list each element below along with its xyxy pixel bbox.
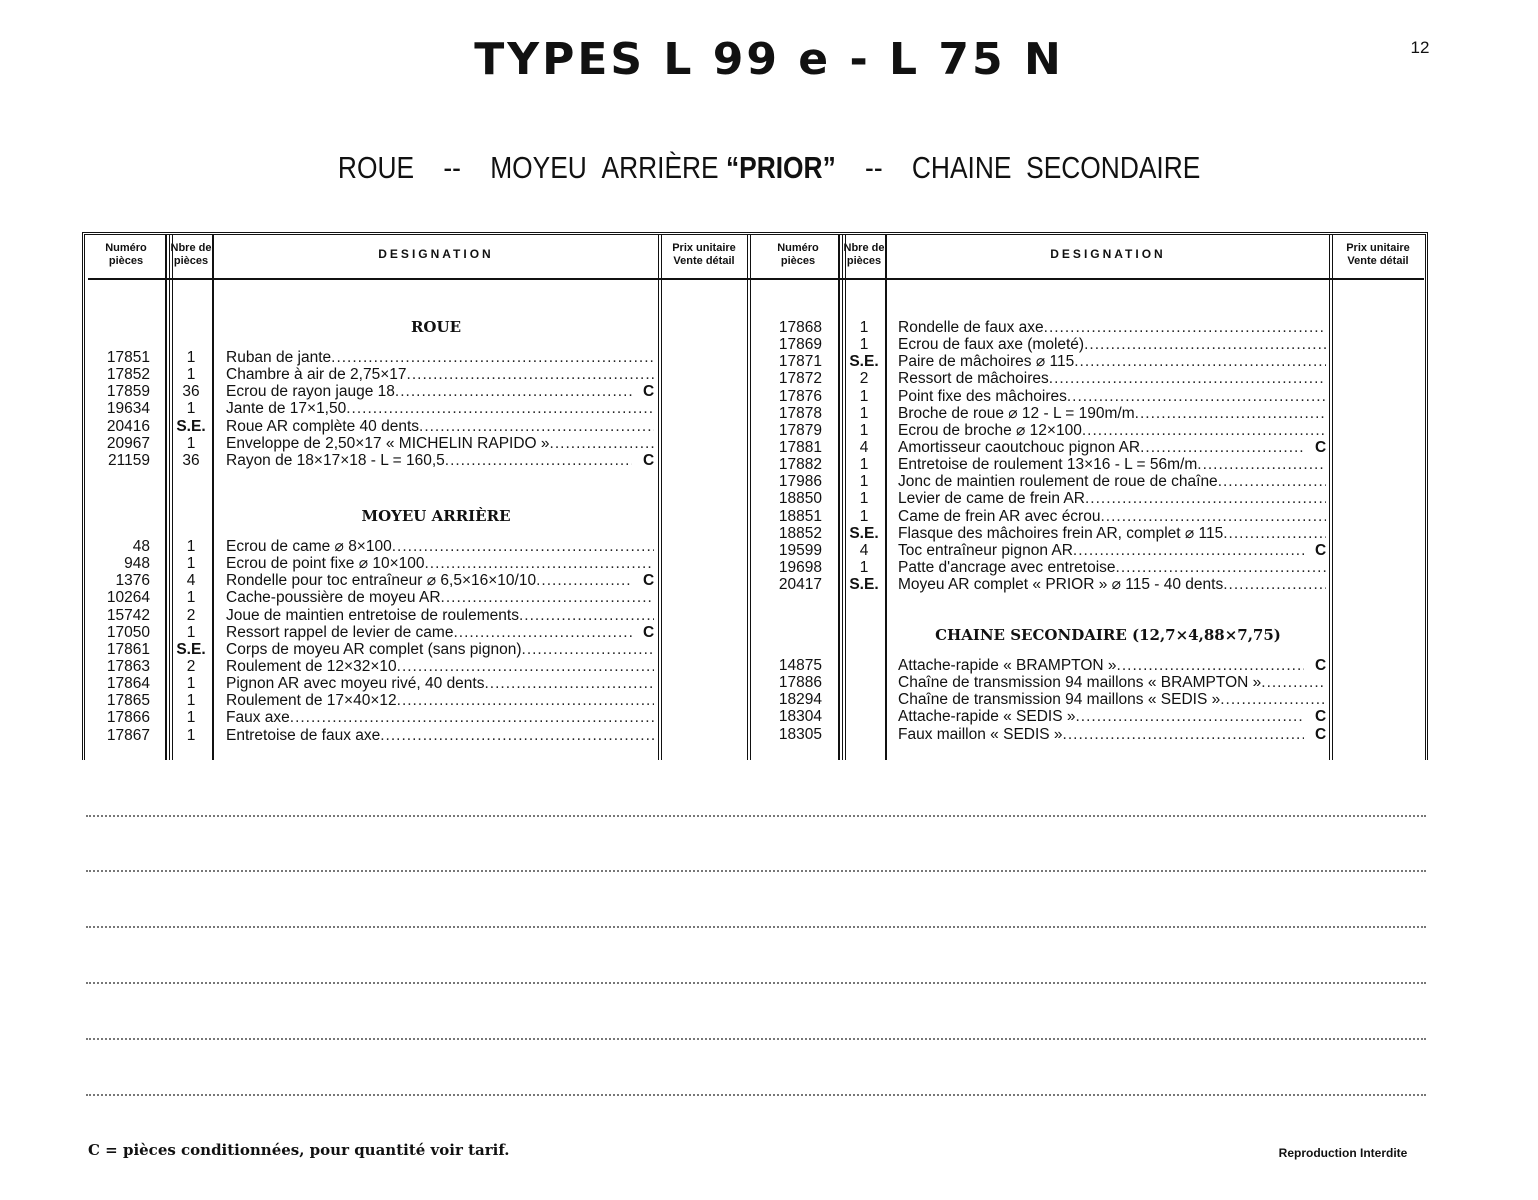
part-number: 17886 [778, 674, 822, 692]
part-number: 21159 [108, 451, 150, 469]
part-number: 18851 [778, 507, 822, 525]
part-number: 17869 [778, 336, 822, 354]
col-divider [658, 235, 662, 760]
part-number: 17871 [778, 353, 822, 371]
designation-cell [898, 422, 1326, 439]
header-prix-left: Prix unitaire Vente détail [672, 242, 736, 267]
page-number: 12 [1410, 38, 1430, 57]
part-number: 17876 [778, 387, 822, 405]
subtitle-arriere: ARRIÈRE [601, 150, 719, 185]
header-numero-right: Numéro pièces [777, 242, 819, 267]
designation-cell [898, 370, 1326, 387]
part-designation: Ecrou de faux axe (moleté) [898, 336, 1085, 354]
part-number: 17864 [106, 675, 150, 693]
part-number: 17879 [778, 421, 822, 439]
header-nbre-right: Nbre de pièces [843, 242, 885, 267]
subtitle-sep-2: -- [865, 150, 883, 185]
part-designation: Ecrou de point fixe ⌀ 10×100 [226, 555, 425, 573]
part-designation: Roulement de 12×32×10 [226, 657, 397, 675]
designation-cell [226, 572, 632, 589]
part-quantity: 1 [859, 490, 869, 508]
header-designation-left: DESIGNATION [378, 247, 494, 261]
designation-cell [898, 336, 1326, 353]
part-quantity: 2 [859, 370, 869, 388]
part-number: 15742 [106, 606, 150, 624]
notes-line [86, 926, 1426, 928]
col-divider [212, 235, 214, 760]
designation-cell [898, 726, 1304, 743]
part-designation: Corps de moyeu AR complet (sans pignon) [226, 640, 522, 658]
notes-line [86, 982, 1426, 984]
designation-cell [898, 508, 1326, 525]
part-number: 17851 [106, 349, 150, 366]
part-designation: Toc entraîneur pignon AR [898, 541, 1073, 559]
part-number: 17867 [106, 726, 150, 744]
designation-cell [898, 439, 1304, 456]
part-number: 18294 [778, 691, 822, 709]
part-quantity: 1 [186, 675, 196, 693]
part-number: 17863 [106, 657, 150, 675]
header-nbre-left: Nbre de pièces [170, 242, 212, 267]
part-designation: Roulement de 17×40×12 [226, 692, 397, 710]
part-quantity: 1 [859, 336, 869, 354]
conditioned-flag: C [1315, 708, 1327, 726]
part-designation: Entretoise de faux axe [226, 726, 381, 744]
part-quantity: S.E. [849, 524, 879, 542]
part-quantity: 1 [859, 387, 869, 405]
section-roue-heading: ROUE [410, 318, 462, 336]
part-number: 20967 [106, 434, 150, 452]
part-designation: Rondelle de faux axe [898, 319, 1044, 336]
designation-cell [898, 691, 1326, 708]
part-designation: Ecrou de broche ⌀ 12×100 [898, 421, 1082, 439]
part-quantity: 1 [186, 589, 196, 607]
part-quantity: S.E. [849, 576, 879, 594]
conditioned-flag: C [1315, 438, 1327, 456]
part-number: 19634 [106, 400, 150, 418]
notes-line [86, 1038, 1426, 1040]
part-designation: Ruban de jante [226, 349, 332, 366]
part-quantity: 2 [186, 657, 196, 675]
designation-cell [226, 658, 654, 675]
part-quantity: 1 [186, 623, 196, 641]
designation-cell [226, 400, 654, 417]
part-number: 18305 [778, 725, 822, 743]
part-number: 19599 [778, 541, 822, 559]
section-moyeu-heading: MOYEU ARRIÈRE [361, 507, 511, 525]
designation-cell [898, 657, 1304, 674]
part-designation: Flasque des mâchoires frein AR, complet ⌀ 115 [898, 524, 1224, 542]
part-designation: Ecrou de rayon jauge 18 [226, 383, 395, 401]
subtitle-moyeu: MOYEU [490, 150, 587, 185]
part-number: 17868 [778, 319, 822, 336]
header-designation-right: DESIGNATION [1050, 247, 1166, 261]
part-number: 17866 [106, 709, 150, 727]
part-quantity: 36 [182, 383, 200, 401]
header-prix-right: Prix unitaire Vente détail [1346, 242, 1410, 267]
part-designation: Rondelle pour toc entraîneur ⌀ 6,5×16×10/10 [226, 572, 537, 590]
part-number: 18304 [778, 708, 822, 726]
part-number: 18852 [778, 524, 822, 542]
part-designation: Chambre à air de 2,75×17 [226, 366, 407, 384]
part-quantity: 1 [859, 421, 869, 439]
part-quantity: 1 [859, 456, 869, 474]
part-number: 17882 [778, 456, 822, 474]
part-quantity: 1 [859, 473, 869, 491]
subtitle [116, 150, 1423, 186]
part-quantity: 36 [182, 451, 200, 469]
part-designation: Levier de came de frein AR [898, 490, 1085, 508]
designation-cell [226, 435, 654, 452]
part-quantity: 2 [186, 606, 196, 624]
part-designation: Enveloppe de 2,50×17 « MICHELIN RAPIDO » [226, 434, 550, 452]
part-number: 48 [132, 538, 150, 555]
designation-cell [898, 674, 1326, 691]
part-number: 948 [124, 555, 150, 573]
part-number: 17852 [106, 366, 150, 384]
designation-cell [226, 641, 654, 658]
part-quantity: S.E. [176, 640, 206, 658]
part-quantity: 1 [859, 404, 869, 422]
part-quantity: 4 [186, 572, 196, 590]
part-quantity: 1 [186, 349, 196, 366]
part-quantity: 1 [186, 366, 196, 384]
part-number: 17050 [106, 623, 150, 641]
part-designation: Chaîne de transmission 94 maillons « SEDIS » [898, 691, 1221, 709]
part-designation: Jante de 17×1,50 [226, 400, 347, 418]
designation-cell [226, 383, 632, 400]
part-number: 17859 [106, 383, 150, 401]
notes-line [86, 815, 1426, 817]
part-number: 17881 [778, 438, 822, 456]
designation-cell [226, 366, 654, 383]
designation-cell [898, 388, 1326, 405]
part-number: 17865 [106, 692, 150, 710]
designation-cell [226, 452, 632, 469]
part-designation: Joue de maintien entretoise de roulements [226, 606, 519, 624]
part-number: 20417 [778, 576, 822, 594]
part-number: 17986 [778, 473, 822, 491]
part-quantity: 1 [859, 319, 869, 336]
part-designation: Moyeu AR complet « PRIOR » ⌀ 115 - 40 dents [898, 576, 1224, 594]
notes-line [86, 870, 1426, 872]
designation-cell [898, 542, 1304, 559]
designation-cell [898, 490, 1326, 507]
notes-line [86, 1094, 1426, 1096]
designation-cell [898, 353, 1326, 370]
part-number: 17872 [778, 370, 822, 388]
col-divider [885, 235, 887, 760]
part-quantity: 1 [859, 558, 869, 576]
designation-cell [226, 589, 654, 606]
part-designation: Amortisseur caoutchouc pignon AR [898, 438, 1141, 456]
footnote: C = pièces conditionnées, pour quantité voir tarif. [88, 1141, 510, 1159]
part-designation: Faux axe [226, 709, 290, 727]
part-designation: Broche de roue ⌀ 12 - L = 190m/m [898, 404, 1135, 422]
part-designation: Ecrou de came ⌀ 8×100 [226, 538, 392, 555]
part-quantity: 1 [186, 709, 196, 727]
copyright-notice: Reproduction Interdite [1278, 1146, 1408, 1160]
part-number: 19698 [778, 558, 822, 576]
designation-cell [226, 624, 632, 641]
part-number: 14875 [778, 657, 822, 674]
part-designation: Pignon AR avec moyeu rivé, 40 dents [226, 675, 485, 693]
section-chaine-heading: CHAINE SECONDAIRE (12,7×4,88×7,75) [935, 626, 1281, 644]
part-designation: Jonc de maintien roulement de roue de chaîne [898, 473, 1218, 491]
part-number: 17878 [778, 404, 822, 422]
header-rule [88, 278, 1424, 280]
subtitle-prior: “PRIOR” [725, 150, 836, 185]
part-designation: Entretoise de roulement 13×16 - L = 56m/m [898, 456, 1198, 474]
col-divider [165, 235, 167, 760]
subtitle-roue: ROUE [337, 150, 415, 185]
part-designation: Ressort de mâchoires [898, 370, 1049, 388]
designation-cell [226, 727, 654, 744]
part-quantity: 4 [859, 541, 869, 559]
designation-cell [898, 576, 1326, 593]
subtitle-secondaire: SECONDAIRE [1026, 150, 1201, 185]
subtitle-chaine: CHAINE [911, 150, 1012, 185]
part-designation: Paire de mâchoires ⌀ 115 [898, 353, 1075, 371]
part-designation: Faux maillon « SEDIS » [898, 725, 1063, 743]
part-number: 17861 [106, 640, 150, 658]
conditioned-flag: C [643, 572, 655, 590]
designation-cell [226, 418, 654, 435]
part-designation: Attache-rapide « BRAMPTON » [898, 657, 1117, 674]
designation-cell [898, 319, 1326, 336]
part-quantity: 4 [859, 438, 869, 456]
part-designation: Chaîne de transmission 94 maillons « BRAMPTON » [898, 674, 1262, 692]
designation-cell [898, 405, 1326, 422]
designation-cell [898, 559, 1326, 576]
col-divider [838, 235, 840, 760]
conditioned-flag: C [1315, 725, 1327, 743]
designation-cell [226, 709, 654, 726]
part-number: 18850 [778, 490, 822, 508]
part-quantity: 1 [186, 400, 196, 418]
part-designation: Came de frein AR avec écrou [898, 507, 1101, 525]
conditioned-flag: C [643, 623, 655, 641]
header-numero-left: Numéro pièces [105, 242, 147, 267]
part-designation: Patte d'ancrage avec entretoise [898, 558, 1116, 576]
part-quantity: 1 [186, 692, 196, 710]
designation-cell [898, 473, 1326, 490]
part-number: 10264 [106, 589, 150, 607]
part-designation: Point fixe des mâchoires [898, 387, 1067, 405]
part-quantity: 1 [186, 538, 196, 555]
designation-cell [226, 607, 654, 624]
part-number: 1376 [115, 572, 150, 590]
conditioned-flag: C [1315, 541, 1327, 559]
part-quantity: 1 [859, 507, 869, 525]
part-quantity: S.E. [849, 353, 879, 371]
part-quantity: 1 [186, 726, 196, 744]
subtitle-sep-1: -- [443, 150, 461, 185]
designation-cell [226, 692, 654, 709]
page-title: TYPES L 99 e - L 75 N [474, 34, 1064, 85]
designation-cell [898, 708, 1304, 725]
designation-cell [226, 675, 654, 692]
part-number: 20416 [106, 417, 150, 435]
designation-cell [898, 525, 1326, 542]
designation-cell [226, 538, 654, 555]
part-designation: Ressort rappel de levier de came [226, 623, 454, 641]
designation-cell [226, 555, 654, 572]
part-designation: Attache-rapide « SEDIS » [898, 708, 1076, 726]
part-quantity: 1 [186, 434, 196, 452]
col-divider [1329, 235, 1333, 760]
designation-cell [898, 456, 1326, 473]
part-designation: Rayon de 18×17×18 - L = 160,5 [226, 451, 445, 469]
part-designation: Cache-poussière de moyeu AR [226, 589, 441, 607]
part-designation: Roue AR complète 40 dents [226, 417, 420, 435]
conditioned-flag: C [643, 451, 655, 469]
conditioned-flag: C [1315, 657, 1327, 674]
conditioned-flag: C [643, 383, 655, 401]
designation-cell [226, 349, 654, 366]
part-quantity: S.E. [176, 417, 206, 435]
part-quantity: 1 [186, 555, 196, 573]
